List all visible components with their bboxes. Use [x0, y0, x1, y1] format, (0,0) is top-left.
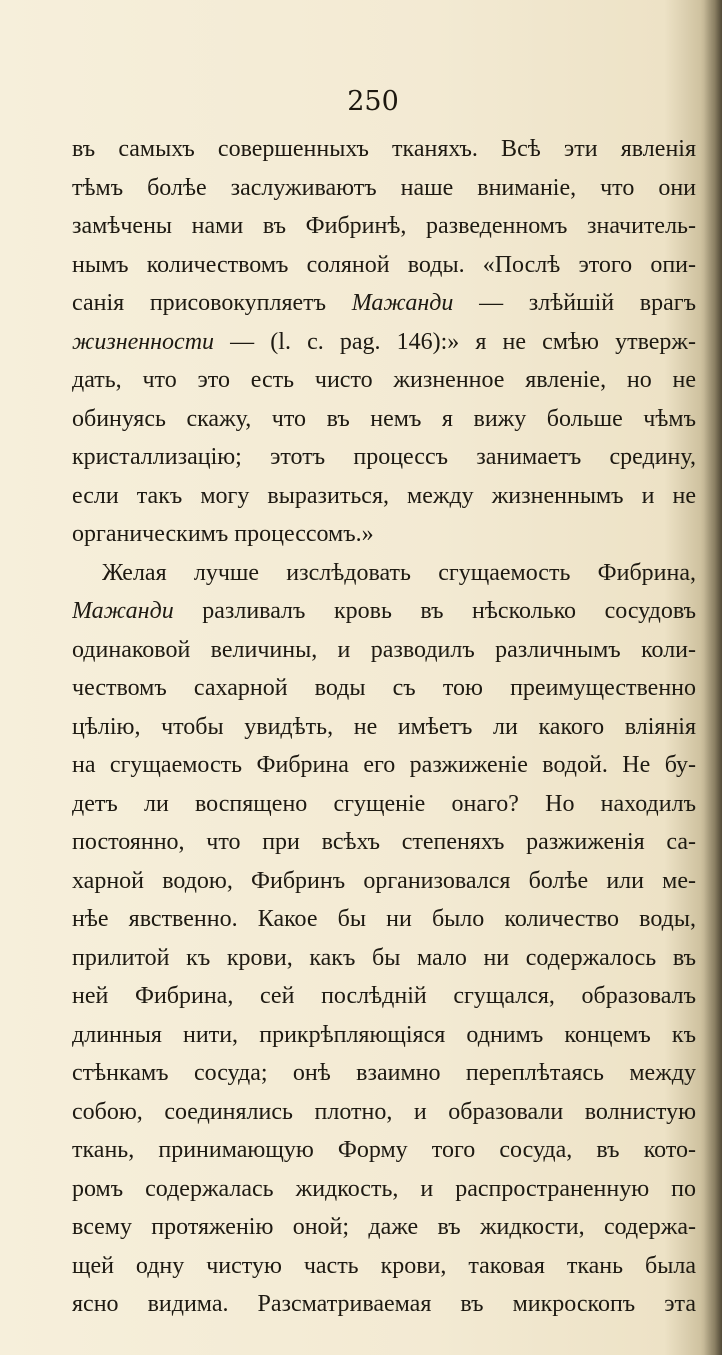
page-edge-shadow	[704, 0, 722, 1355]
text-line: детъ ли воспящено сгущеніе онаго? Но находилъ	[72, 790, 696, 817]
text-line	[72, 323, 696, 362]
text-line: ней Фибрина, сей послѣдній сгущался, образовалъ	[72, 983, 696, 1009]
text-line: въ самыхъ совершенныхъ тканяхъ. Всѣ эти явленія	[72, 136, 696, 162]
body-text	[72, 130, 696, 1324]
text-line	[72, 284, 696, 323]
text-line: цѣлію, чтобы увидѣть, не имѣетъ ли какого вліянія	[72, 713, 696, 740]
text-line: прилитой къ крови, какъ бы мало ни содержалось въ	[72, 944, 696, 971]
italic-name: жизненности	[72, 328, 215, 355]
text-line: длинныя нити, прикрѣпляющіяся однимъ концемъ къ	[72, 1021, 696, 1048]
text-line: Желая лучше изслѣдовать сгущаемость Фибрина,	[102, 559, 696, 586]
text-line: харной водою, Фибринъ организовался болѣе или ме-	[72, 867, 696, 894]
text-line: собою, соединялись плотно, и образовали волнистую	[72, 1098, 696, 1125]
text-segment: разливалъ кровь въ нѣсколько сосудовъ	[173, 598, 696, 624]
text-line: нѣе явственно. Какое бы ни было количество воды,	[72, 906, 696, 932]
text-line: всему протяженію оной; даже въ жидкости, содержа-	[72, 1214, 696, 1240]
text-line	[72, 592, 696, 631]
italic-name: Мажанди	[351, 290, 454, 316]
text-line: замѣчены нами въ Фибринѣ, разведенномъ значитель-	[72, 213, 696, 239]
text-line: ясно видима. Разсматриваемая въ микроскопъ эта	[72, 1291, 696, 1317]
italic-name: Мажанди	[72, 598, 174, 624]
text-line: нымъ количествомъ соляной воды. «Послѣ этого опи-	[72, 251, 696, 278]
text-line: ткань, принимающую Форму того сосуда, въ кото-	[72, 1137, 696, 1163]
page-number: 250	[347, 86, 399, 117]
text-line: обинуясь скажу, что въ немъ я вижу больше чѣмъ	[72, 405, 696, 432]
text-line: органическимъ процессомъ.»	[72, 521, 374, 547]
text-line: дать, что это есть чисто жизненное явленіе, но не	[72, 367, 696, 393]
text-line: стѣнкамъ сосуда; онѣ взаимно переплѣтаясь между	[72, 1060, 696, 1086]
text-line: щей одну чистую часть крови, таковая ткань была	[72, 1252, 696, 1279]
text-line: чествомъ сахарной воды съ тою преимущественно	[72, 675, 696, 701]
text-line: кристаллизацію; этотъ процессъ занимаетъ средину,	[72, 444, 696, 470]
text-segment: — (l. c. pag. 146):» я не смѣю утверж-	[214, 328, 696, 355]
text-line: тѣмъ болѣе заслуживаютъ наше вниманіе, что они	[72, 174, 696, 201]
text-line: ромъ содержалась жидкость, и распространенную по	[72, 1175, 696, 1202]
text-segment: санія присовокупляетъ	[72, 290, 352, 316]
text-line: если такъ могу выразиться, между жизненнымъ и не	[72, 482, 696, 509]
text-segment: — злѣйшій врагъ	[453, 290, 696, 316]
text-line: на сгущаемость Фибрина его разжиженіе водой. Не бу-	[72, 752, 696, 778]
text-line: постоянно, что при всѣхъ степеняхъ разжиженія са-	[72, 829, 696, 855]
text-line: одинаковой величины, и разводилъ различнымъ коли-	[72, 636, 696, 663]
